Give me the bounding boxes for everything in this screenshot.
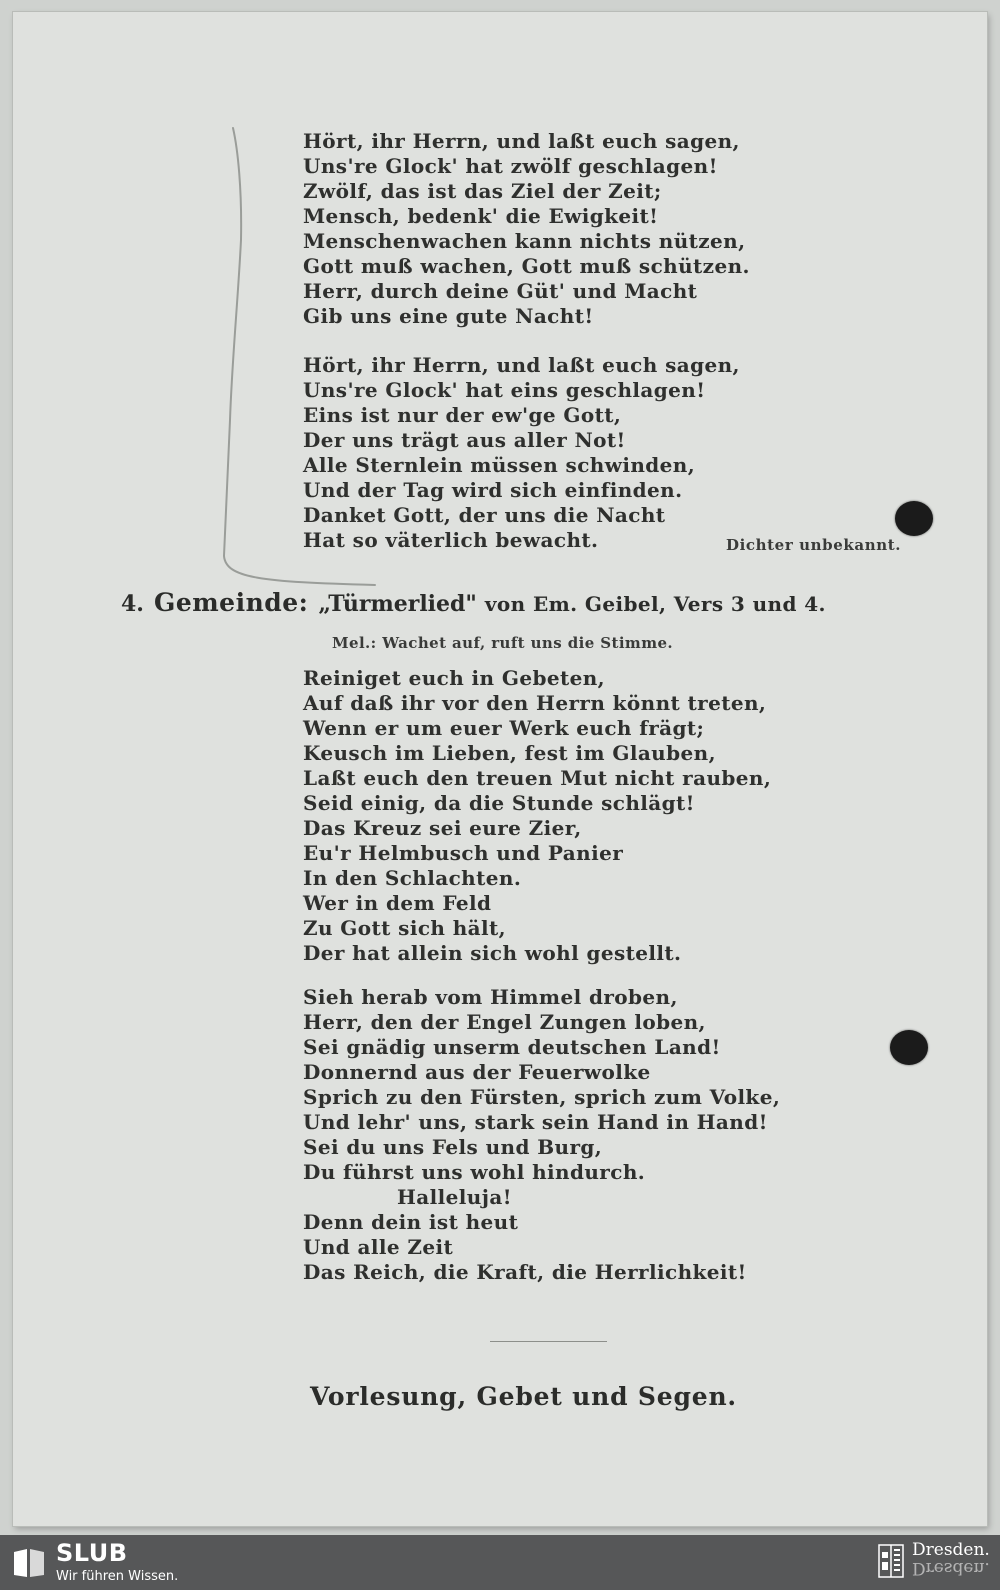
verse-line: Donnernd aus der Feuerwolke — [303, 1060, 651, 1084]
verse-line: Hört, ihr Herrn, und laßt euch sagen, — [303, 353, 740, 377]
verse-line: Zu Gott sich hält, — [303, 916, 507, 940]
verse-line: Und alle Zeit — [303, 1235, 454, 1259]
verse-line: Eins ist nur der ew'ge Gott, — [303, 403, 622, 427]
verse-line: Zwölf, das ist das Ziel der Zeit; — [303, 179, 662, 203]
author-note: Dichter unbekannt. — [726, 536, 902, 554]
song-stanza-verse4 — [303, 985, 780, 1285]
verse-line: Sprich zu den Fürsten, sprich zum Volke, — [303, 1085, 781, 1109]
melody-note: Mel.: Wachet auf, ruft uns die Stimme. — [332, 634, 674, 652]
verse-line: Mensch, bedenk' die Ewigkeit! — [303, 204, 659, 228]
song-title: „Türmerlied" — [318, 591, 477, 617]
verse-line: Wer in dem Feld — [303, 891, 492, 915]
verse-line: Das Reich, die Kraft, die Herrlichkeit! — [303, 1260, 747, 1284]
verse-line: Herr, durch deine Güt' und Macht — [303, 279, 698, 303]
verse-line: Der uns trägt aus aller Not! — [303, 428, 626, 452]
verse-line: Seid einig, da die Stunde schlägt! — [303, 791, 695, 815]
verse-line: In den Schlachten. — [303, 866, 522, 890]
verse-line: Und der Tag wird sich einfinden. — [303, 478, 683, 502]
poem1-stanza1 — [303, 129, 750, 329]
verse-line: Menschenwachen kann nichts nützen, — [303, 229, 746, 253]
punch-hole — [895, 501, 933, 536]
verse-line: Wenn er um euer Werk euch frägt; — [303, 716, 705, 740]
slub-book-icon — [12, 1546, 46, 1580]
punch-hole — [890, 1030, 928, 1065]
closing-line: Vorlesung, Gebet und Segen. — [310, 1382, 737, 1411]
verse-line: Herr, den der Engel Zungen loben, — [303, 1010, 706, 1034]
section-heading — [121, 588, 826, 617]
verse-line: Hat so väterlich bewacht. — [303, 528, 599, 552]
verse-line: Alle Sternlein müssen schwinden, — [303, 453, 696, 477]
verse-line: Laßt euch den treuen Mut nicht rauben, — [303, 766, 772, 790]
divider-line — [490, 1341, 607, 1342]
verse-line: Eu'r Helmbusch und Panier — [303, 841, 624, 865]
verse-line: Gott muß wachen, Gott muß schützen. — [303, 254, 750, 278]
verse-line: Du führst uns wohl hindurch. — [303, 1160, 646, 1184]
verse-line: Das Kreuz sei eure Zier, — [303, 816, 582, 840]
slub-name: SLUB — [56, 1539, 128, 1567]
verse-line: Gib uns eine gute Nacht! — [303, 304, 594, 328]
verse-line: Keusch im Lieben, fest im Glauben, — [303, 741, 716, 765]
verse-line: Danket Gott, der uns die Nacht — [303, 503, 666, 527]
verse-line: Sei gnädig unserm deutschen Land! — [303, 1035, 721, 1059]
song-stanza-verse3 — [303, 666, 771, 966]
verse-line: Denn dein ist heut — [303, 1210, 519, 1234]
verse-line: Halleluja! — [397, 1185, 512, 1209]
section-number: 4. — [121, 591, 144, 617]
verse-line: Uns're Glock' hat eins geschlagen! — [303, 378, 706, 402]
song-credit: von Em. Geibel, Vers 3 und 4. — [484, 592, 826, 616]
verse-line: Sei du uns Fels und Burg, — [303, 1135, 603, 1159]
section-performer: Gemeinde: — [153, 588, 309, 617]
footer-bar — [0, 1535, 1000, 1590]
verse-line: Und lehr' uns, stark sein Hand in Hand! — [303, 1110, 768, 1134]
verse-line: Auf daß ihr vor den Herrn könnt treten, — [303, 691, 767, 715]
verse-line: Der hat allein sich wohl gestellt. — [303, 941, 682, 965]
slub-tagline: Wir führen Wissen. — [56, 1569, 179, 1584]
dresden-wordmark: Dresden. — [912, 1540, 990, 1560]
verse-line: Sieh herab vom Himmel droben, — [303, 985, 678, 1009]
verse-line: Hört, ihr Herrn, und laßt euch sagen, — [303, 129, 740, 153]
verse-line: Uns're Glock' hat zwölf geschlagen! — [303, 154, 718, 178]
verse-line: Reiniget euch in Gebeten, — [303, 666, 606, 690]
dresden-coat-of-arms-icon — [878, 1544, 904, 1578]
dresden-wordmark-reflection: Dresden. — [912, 1558, 990, 1578]
poem1-stanza2 — [303, 353, 740, 553]
